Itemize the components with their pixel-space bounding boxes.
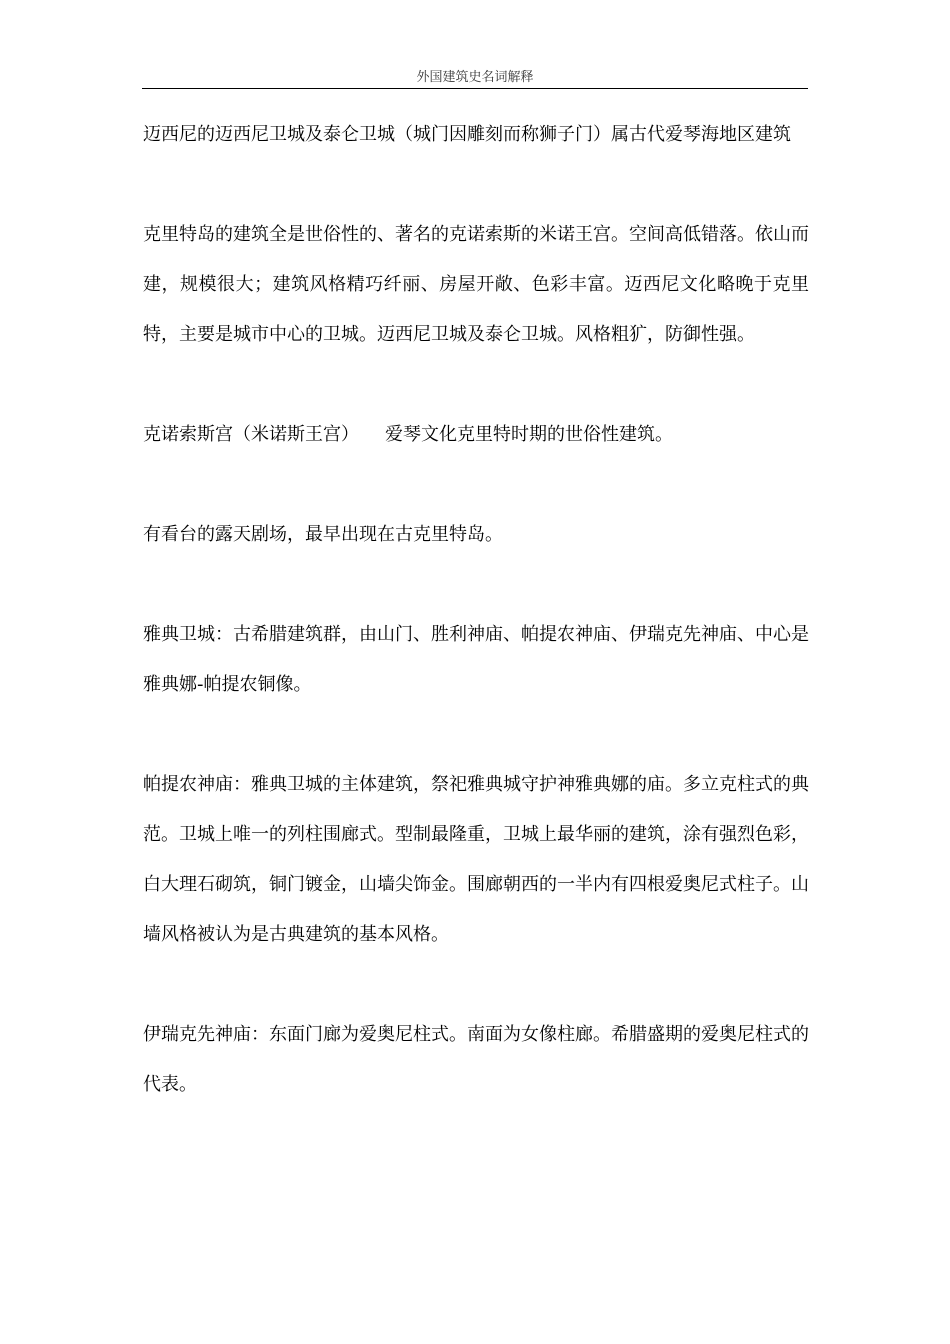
paragraph-mycenae: 迈西尼的迈西尼卫城及泰仑卫城（城门因雕刻而称狮子门）属古代爱琴海地区建筑: [143, 124, 791, 145]
paragraph-knossos: [143, 410, 809, 460]
page-header: 外国建筑史名词解释: [142, 68, 808, 89]
term-knossos-palace: 克诺索斯宫（米诺斯王宫）: [143, 424, 359, 445]
paragraph-acropolis: 雅典卫城：古希腊建筑群，由山门、胜利神庙、帕提农神庙、伊瑞克先神庙、中心是雅典娜-帕提农铜像。: [143, 624, 809, 695]
paragraph-crete: 克里特岛的建筑全是世俗性的、著名的克诺索斯的米诺王宫。空间高低错落。依山而建，规模很大；建筑风格精巧纤丽、房屋开敞、色彩丰富。迈西尼文化略晚于克里特，主要是城市中心的卫城。迈西尼卫城及泰仑卫城。风格粗犷，防御性强。: [143, 224, 809, 345]
paragraph-erechtheion: 伊瑞克先神庙：东面门廊为爱奥尼柱式。南面为女像柱廊。希腊盛期的爱奥尼柱式的代表。: [143, 1024, 809, 1095]
paragraph-theatre: 有看台的露天剧场，最早出现在古克里特岛。: [143, 524, 503, 545]
definition-knossos-palace: 爱琴文化克里特时期的世俗性建筑。: [385, 424, 673, 445]
paragraph-parthenon: 帕提农神庙：雅典卫城的主体建筑，祭祀雅典城守护神雅典娜的庙。多立克柱式的典范。卫城上唯一的列柱围廊式。型制最隆重，卫城上最华丽的建筑，涂有强烈色彩，白大理石砌筑，铜门镀金，山墙尖饰金。围廊朝西的一半内有四根爱奥尼式柱子。山墙风格被认为是古典建筑的基本风格。: [143, 774, 809, 945]
document-body: [143, 110, 809, 1160]
